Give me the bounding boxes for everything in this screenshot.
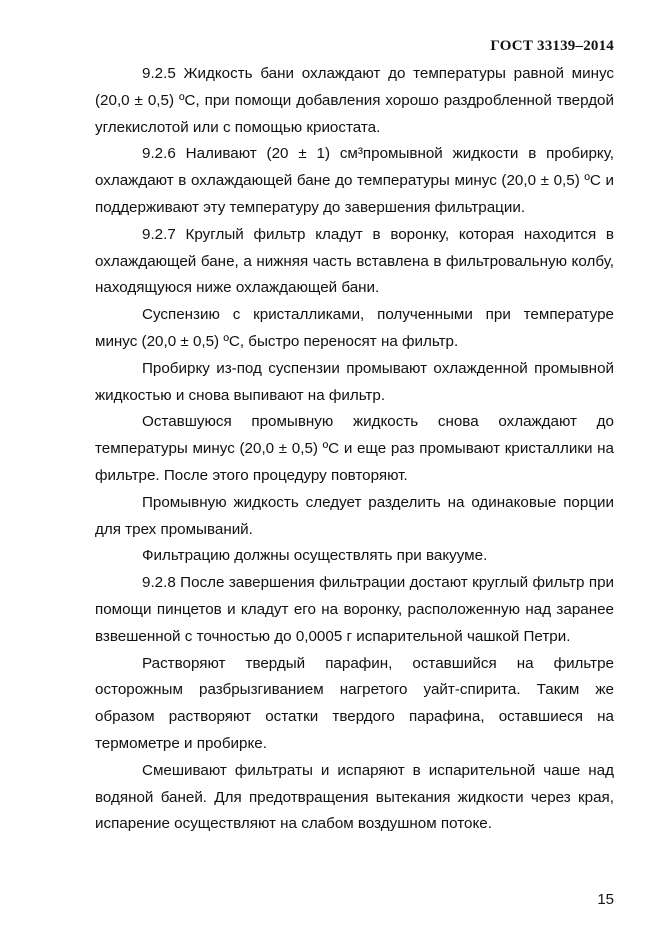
paragraph-9-2-5: 9.2.5 Жидкость бани охлаждают до температуры равной минус (20,0 ± 0,5) ºС, при помощи добавления хорошо раздробленной твердой углекислотой или с помощью криостата. [95, 65, 614, 136]
paragraph-vacuum: Фильтрацию должны осуществлять при вакууме. [142, 547, 488, 565]
paragraph-evaporate: Смешивают фильтраты и испаряют в испарительной чаше над водяной баней. Для предотвращения вытекания жидкости через края, испарение осуществляют на слабом воздушном потоке. [95, 761, 614, 833]
paragraph-9-2-8: 9.2.8 После завершения фильтрации достают круглый фильтр при помощи пинцетов и кладут его на воронку, расположенную над заранее взвешенной с точностью до 0,0005 г испарительной чашкой Петри. [95, 574, 614, 645]
document-header: ГОСТ 33139–2014 [490, 38, 614, 54]
paragraph-dissolve-paraffin: Растворяют твердый парафин, оставшийся на фильтре осторожным разбрызгиванием нагретого уайт-спирита. Таким же образом растворяют остатки твердого парафина, оставшиеся на термометре и пробирке. [95, 654, 614, 752]
paragraph-tube-rinse: Пробирку из-под суспензии промывают охлажденной промывной жидкостью и снова выпивают на фильтр. [95, 359, 614, 404]
paragraph-9-2-7: 9.2.7 Круглый фильтр кладут в воронку, которая находится в охлаждающей бане, а нижняя часть вставлена в фильтровальную колбу, находящуюся ниже охлаждающей бани. [95, 225, 614, 297]
paragraph-repeat-wash: Оставшуюся промывную жидкость снова охлаждают до температуры минус (20,0 ± 0,5) ºС и еще раз промывают кристаллики на фильтре. После этого процедуру повторяют. [95, 413, 614, 484]
page-number: 15 [597, 891, 614, 908]
paragraph-wash-portions: Промывную жидкость следует разделить на одинаковые порции для трех промываний. [95, 493, 614, 538]
document-body [95, 61, 614, 838]
paragraph-suspension-transfer: Суспензию с кристалликами, полученными при температуре минус (20,0 ± 0,5) ºС, быстро переносят на фильтр. [95, 306, 614, 350]
paragraph-9-2-6: 9.2.6 Наливают (20 ± 1) см³промывной жидкости в пробирку, охлаждают в охлаждающей бане до температуры минус (20,0 ± 0,5) ºС и поддерживают эту температуру до завершения фильтрации. [95, 145, 614, 216]
